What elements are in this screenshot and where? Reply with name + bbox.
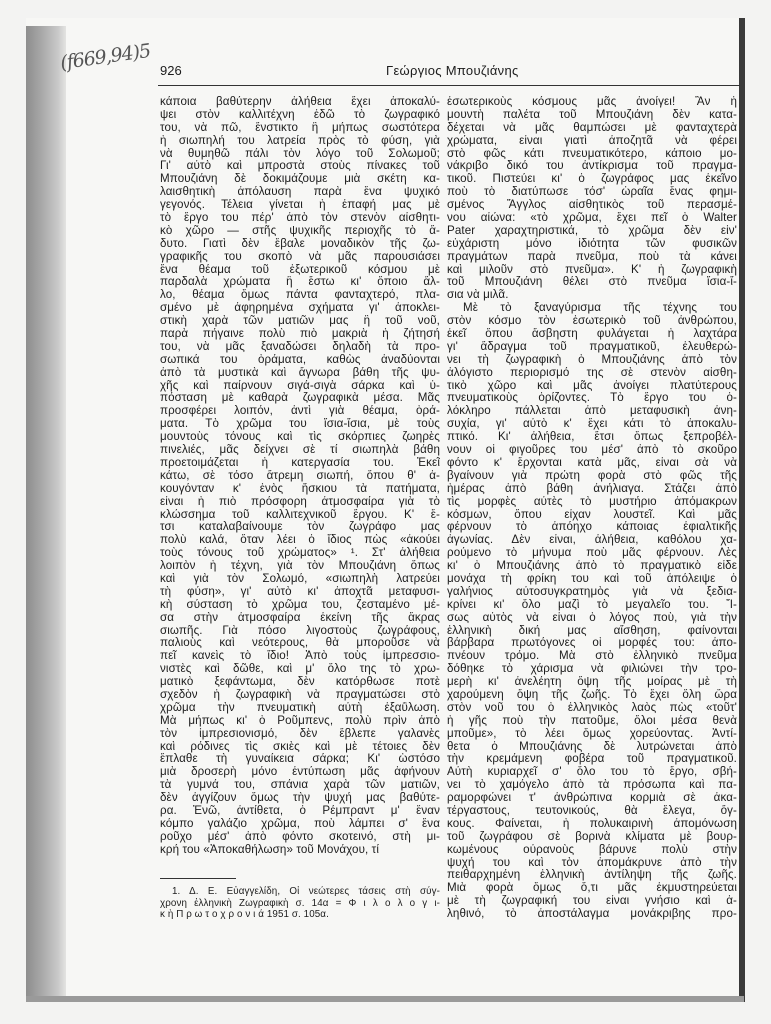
text-line: πραγμάτων παρὰ πνεῦμα, ποὺ τὰ κάνει bbox=[447, 250, 737, 263]
text-line: κρίνει κι' ὅλο μαζὶ τὸ μεγαλεῖο του. Ἴ- bbox=[447, 598, 737, 611]
text-line: πεῖ κανεὶς τὸ ἴδιο! Ἀπὸ τοὺς ἰμπρεσσιο- bbox=[160, 650, 440, 663]
text-line: χρῶμα τὴν πνευματικὴ αὐτὴ ἐξαΰλωση. bbox=[160, 701, 440, 714]
text-line: γαλήνιος αὐτοσυγκρατημὸς γιὰ νὰ ξεδια- bbox=[447, 585, 737, 598]
text-line: νει τὸ χαμόγελο ἀπὸ τὰ πρόσωπα καὶ πα- bbox=[447, 779, 737, 792]
text-line: κρή του «Ἀποκαθήλωση» τοῦ Μονάχου, τί bbox=[160, 843, 380, 856]
text-line: Μιὰ φορὰ ὅμως ὅ,τι μᾶς ἐκμυστηρεύεται bbox=[447, 882, 737, 895]
text-line: ἑλληνικὴ δική μας αἴσθηση, φαίνονται bbox=[447, 624, 737, 637]
text-line: δέχεται νὰ μᾶς θαμπώσει μὲ φανταχτερὰ bbox=[447, 121, 737, 134]
text-line: τέργαστους, τευτονικούς, θὰ ἔλεγα, ὄγ- bbox=[447, 804, 737, 817]
text-line: κλώσσημα τοῦ καλλιτεχνικοῦ ἔργου. Κ' ἔ- bbox=[160, 508, 440, 521]
text-line: Μὲ τὸ ξαναγύρισμα τῆς τέχνης του bbox=[463, 302, 737, 315]
text-line: ἀγωνίας. Δὲν εἶναι, ἀλήθεια, καθόλου χα- bbox=[447, 534, 737, 547]
text-line: προσφέρει λοιπόν, ἀντὶ γιὰ θέαμα, ὁρά- bbox=[160, 405, 440, 418]
text-line: ἕνα θέαμα τοῦ ἐξωτερικοῦ κόσμου μὲ bbox=[160, 263, 440, 276]
text-line: σα στὴν ἀτμοσφαίρα ἐκείνη τῆς ἄκρας bbox=[160, 611, 440, 624]
text-line: κόσμων, ὅπου εἶχαν λουστεῖ. Καὶ μᾶς bbox=[447, 508, 737, 521]
footnote-line: χρονη ἑλληνικὴ Ζωγραφικὴ σ. 14α = Φ ι λ ο λ ο γ ι- bbox=[160, 897, 440, 909]
text-line: Γι' αὐτὸ καὶ μπροστὰ στοὺς πίνακες τοῦ bbox=[160, 160, 440, 173]
text-line: ἡ σιωπηλή του λατρεία πρὸς τὸ φύση, γιὰ bbox=[160, 134, 440, 147]
handwritten-annotation: (f669,94)5 bbox=[58, 39, 152, 75]
text-line: καὶ μιλοῦν στὸ πνεῦμα». Κ' ἡ ζωγραφικὴ bbox=[447, 263, 737, 276]
text-line: παρδαλὰ χρώματα ἢ ἔστω κι' ὅποιο ἄλ- bbox=[160, 276, 440, 289]
text-line: καὶ γιὰ τὸν Σολωμό, «σιωπηλὴ λατρεύει bbox=[160, 572, 440, 585]
text-line: ἡ γῆς ποὺ τὴν πατοῦμε, ὅλοι μέσα θενὰ bbox=[447, 714, 737, 727]
text-line: ληθινό, τὸ ἀποστάλαγμα μονάκριβης προ- bbox=[447, 908, 737, 921]
text-line: τὰ γυμνά του, σπάνια χαρὰ τῶν ματιῶν, bbox=[160, 779, 440, 792]
text-line: σως αὐτὸς νὰ εἶναι ὁ λόγος ποὺ, γιὰ τὴν bbox=[447, 611, 737, 624]
text-line: βάρβαρα πρωτόγονες οἱ μορφές του: ἀπο- bbox=[447, 637, 737, 650]
text-line: του, νὰ μᾶς ξαναδώσει δηλαδὴ τὰ προ- bbox=[160, 340, 440, 353]
text-line: τοῦ ζωγράφου σὲ βορινὰ κλίματα μὲ βουρ- bbox=[447, 830, 737, 843]
text-line: ραμορφώνει τ' ἀνθρώπινα κορμιὰ σὲ ἀκα- bbox=[447, 792, 737, 805]
text-column-left bbox=[160, 96, 440, 857]
text-line: στικὴ χαρὰ τῶν ματιῶν μας ἢ τοῦ νοῦ, bbox=[160, 315, 440, 328]
text-line: ἔπλαθε τὴ γυναίκεια σάρκα; Κι' ὡστόσο bbox=[160, 753, 440, 766]
text-line: δόθηκε τὸ χάρισμα νὰ φιλιώνει τὴν τρο- bbox=[447, 663, 737, 676]
text-line: εἶναι ἡ πιὸ πρόσφορη ἀτμοσφαίρα γιὰ τὸ bbox=[160, 495, 440, 508]
text-line: σια νὰ μιλᾶ. bbox=[447, 289, 509, 302]
text-line: νου αἰώνα: «τὸ χρῶμα, ἔχει πεῖ ὁ Walter bbox=[447, 212, 737, 225]
text-line: σχεδὸν ἡ ζωγραφικὴ νὰ πραγματώσει στὸ bbox=[160, 688, 440, 701]
text-line: τὴν κρεμάμενη φοβέρα τοῦ πραγματικοῦ. bbox=[447, 753, 737, 766]
text-line: βγαίνουν γιὰ πρώτη φορὰ στὸ φῶς τῆς bbox=[447, 469, 737, 482]
text-line: τικοῦ. Πιστεύει κι' ὁ ζωγράφος μας ἐκεῖνο bbox=[447, 173, 737, 186]
text-line: φέρνουν τὸ ἀπόηχο κάποιας ἐφιαλτικῆς bbox=[447, 521, 737, 534]
text-line: λο, θέαμα ὅμως πάντα φανταχτερό, πλα- bbox=[160, 289, 440, 302]
text-line: σωπικά του ὁράματα, καθὼς ἀναδύονται bbox=[160, 353, 440, 366]
text-line: μερὴ κι' ἀνελέητη ὄψη τῆς μοίρας μὲ τὴ bbox=[447, 676, 737, 689]
text-line: πολὺ καλά, ὅταν λέει ὁ ἴδιος πὼς «ἀκούει bbox=[160, 534, 440, 547]
text-line: δυτο. Γιατὶ δὲν ἔβαλε μοναδικὸν τῆς ζω- bbox=[160, 237, 440, 250]
text-line: ροῦχο μέσ' ἀπὸ φόντο σκοτεινό, στὴ μι- bbox=[160, 830, 440, 843]
text-line: Pater χαραχτηριστικά, τὸ χρῶμα δὲν εἶν' bbox=[447, 224, 737, 237]
text-column-right bbox=[447, 96, 737, 921]
text-line: ἐσωτερικοὺς κόσμους μᾶς ἀνοίγει! Ἂν ἡ bbox=[447, 96, 737, 108]
text-line: νιστὲς καὶ δῶθε, καὶ μ' ὅλο της τὸ χρω- bbox=[160, 663, 440, 676]
text-line: προετοιμάζεται ἡ κατεργασία του. Ἐκεῖ bbox=[160, 456, 440, 469]
text-line: γραφικῆς του σκοπὸ νὰ μᾶς παρουσιάσει bbox=[160, 250, 440, 263]
page-edge-right bbox=[739, 18, 745, 1002]
text-line: Μπουζιάνη δὲ δοκιμάζουμε μιὰ σκέτη κα- bbox=[160, 173, 440, 186]
text-line: κάποια βαθύτερην ἀλήθεια ἔχει ἀποκαλύ- bbox=[160, 96, 440, 108]
text-line: πνέουν τρόμο. Μὰ στὸ ἑλληνικὸ πνεῦμα bbox=[447, 650, 737, 663]
text-line: κι' ὁ Μπουζιάνης ἀπὸ τὸ πραγματικὸ εἶδε bbox=[447, 560, 737, 573]
text-line: ψει στὸν καλλιτέχνη ἐδῶ τὸ ζωγραφικό bbox=[160, 108, 440, 121]
text-line: σμένο μὲ ἀφηρημένα σχήματα γι' ἀποκλει- bbox=[160, 302, 440, 315]
text-line: μὲ τὴ ζωγραφική του εἶναι γνήσιο καὶ ἀ- bbox=[447, 895, 737, 908]
text-line: εὐχάριστη μόνο ἰδιότητα τῶν φυσικῶν bbox=[447, 237, 737, 250]
text-line: τὶς μορφὲς αὐτὲς τὸ μυστήριο ἀπόμακρων bbox=[447, 495, 737, 508]
page-edge-shadow bbox=[26, 26, 66, 1002]
text-line: ἡμέρας ἀπὸ βάθη ἀνήλιαγα. Στάζει ἀπὸ bbox=[447, 482, 737, 495]
text-line: πειθαρχημένη ἑλληνικὴ ἀντίληψη τῆς ζωῆς. bbox=[447, 869, 737, 882]
text-line: του, νὰ πῶ, ἔνστικτο ἢ μήπως σωστότερα bbox=[160, 121, 440, 134]
running-head: Γεώργιος Μπουζιάνης bbox=[386, 63, 519, 78]
text-line: λοιπὸν ἡ τέχνη, γιὰ τὸν Μπουζιάνη ὅπως bbox=[160, 560, 440, 573]
text-line: μποῦμε», τὸ λέει ὅμως χορεύοντας. Ἀντί- bbox=[447, 727, 737, 740]
text-line: παρὰ πήγαινε πολὺ πιὸ μακριὰ ἡ ζήτησή bbox=[160, 328, 440, 341]
text-line: χαρούμενη ὄψη τῆς ζωῆς. Τὸ ἔχει ὅλη ὥρα bbox=[447, 688, 737, 701]
text-line: τὴ φύση», γι' αὐτὸ κι' ἀποχτᾶ μεταφυσι- bbox=[160, 585, 440, 598]
text-line: λόκληρο πάλλεται ἀπὸ μεταφυσικὴ ἀνη- bbox=[447, 405, 737, 418]
text-line: νάκριβο δικό του ἀντίκρισμα τοῦ πραγμα- bbox=[447, 160, 737, 173]
text-line: γι' ἄδραγμα τοῦ πραγματικοῦ, ἐλευθερώ- bbox=[447, 340, 737, 353]
header-rule bbox=[158, 85, 740, 86]
text-line: τοὺς τόνους τοῦ χρώματος» ¹. Στ' ἀλήθεια bbox=[160, 547, 440, 560]
text-line: πτικό. Κι' ἀλήθεια, ἔτσι ὅπως ξεπροβέλ- bbox=[447, 431, 737, 444]
text-line: μιὰ δροσερὴ μόνο ἐντύπωση μᾶς ἀφήνουν bbox=[160, 766, 440, 779]
text-line: κόμπο γαλάζιο χρῶμα, ποὺ λάμπει σ' ἕνα bbox=[160, 817, 440, 830]
text-line: χῆς καὶ παίρνουν σιγά-σιγὰ σάρκα καὶ ὑ- bbox=[160, 379, 440, 392]
text-line: καὶ ρόδινες τὶς σκιὲς καὶ μὲ τέτοιες δὲν bbox=[160, 740, 440, 753]
text-line: τὸν ἰμπρεσιονισμό, δὲν ἔβλεπε γαλανὲς bbox=[160, 727, 440, 740]
text-line: τοῦ Μπουζιάνη θέλει στὸ πνεῦμα ἴσια-ἴ- bbox=[447, 276, 737, 289]
text-line: κουγόνταν κ' ἑνὸς ἥσκιου τὰ πατήματα, bbox=[160, 482, 440, 495]
text-line: μονάχα τὴ φρίκη του καὶ τοῦ ἀπόλειψε ὁ bbox=[447, 572, 737, 585]
text-line: τικὸ χῶρο καὶ μᾶς ἀνοίγει πλατύτερους bbox=[447, 379, 737, 392]
text-line: φόντο κ' ἔρχονται κατὰ μᾶς, εἶναι σὰ νὰ bbox=[447, 456, 737, 469]
text-line: μουντοὺς τόνους καὶ τὶς σκόρπιες ζωηρὲς bbox=[160, 431, 440, 444]
text-line: χρώματα, εἶναι γιατὶ ἀποζητᾶ νὰ φέρει bbox=[447, 134, 737, 147]
text-line: ἐκεῖ ὅπου ἄσβηστη φυλάγεται ἡ λαχτάρα bbox=[447, 328, 737, 341]
text-line: νει τὴ ζωγραφικὴ ὁ Μπουζιάνης ἀπὸ τὸν bbox=[447, 353, 737, 366]
text-line: συχία, γι' αὐτὸ κ' ἔχει κάτι τὸ ἀποκαλυ- bbox=[447, 418, 737, 431]
text-line: γεγονός. Τέλεια γίνεται ἡ ἐπαφή μας μὲ bbox=[160, 199, 440, 212]
text-line: Αὐτὴ κυριαρχεῖ σ' ὅλο του τὸ ἔργο, σβή- bbox=[447, 766, 737, 779]
text-line: νὰ θυμηθῶ πάλι τὸν λόγο τοῦ Σολωμοῦ; bbox=[160, 147, 440, 160]
text-line: κὴ σύσταση τὸ χρῶμα του, ζεσταμένο μέ- bbox=[160, 598, 440, 611]
text-line: κὸ χῶρο — στῆς ψυχικῆς περιοχῆς τὸ ἄ- bbox=[160, 224, 440, 237]
text-line: μουντὴ παλέτα τοῦ Μπουζιάνη δὲν κατα- bbox=[447, 108, 737, 121]
text-line: ματα. Τὸ χρῶμα του ἴσια-ἴσια, μὲ τοὺς bbox=[160, 418, 440, 431]
text-line: κωμένους οὐρανοὺς βάρυνε πολὺ στὴν bbox=[447, 843, 737, 856]
text-line: πόσταση μὲ καθαρὰ ζωγραφικὰ μέσα. Μᾶς bbox=[160, 392, 440, 405]
text-line: ἀλόγιστο περιορισμό της σὲ στενὸν αἰσθη- bbox=[447, 366, 737, 379]
text-line: ρούμενο τὸ μήνυμα ποὺ μᾶς φέρνουν. Λὲς bbox=[447, 547, 737, 560]
text-line: δὲν ἀγγίζουν ὅμως τὴν ψυχή μας βαθύτε- bbox=[160, 792, 440, 805]
text-line: στὸ φῶς κάτι πνευματικότερο, κάποιο μο- bbox=[447, 147, 737, 160]
footnote-line: 1. Δ. Ε. Εὐαγγελίδη, Οἱ νεώτερες τάσεις στὴ σύγ- bbox=[172, 886, 440, 897]
footnote-line: κ ὴ Π ρ ω τ ο χ ρ ο ν ι ά 1951 σ. 105α. bbox=[160, 909, 329, 920]
text-line: σιωπῆς. Γιὰ πόσο λιγοστοὺς ζωγράφους, bbox=[160, 624, 440, 637]
page-edge-bottom bbox=[26, 996, 744, 1002]
text-line: στὸν νοῦ του ὁ ἑλληνικὸς λαὸς πὼς «τοῦτ' bbox=[447, 701, 737, 714]
text-line: Μὰ μήπως κι' ὁ Ροῦμπενς, πολὺ πρὶν ἀπὸ bbox=[160, 714, 440, 727]
page-number: 926 bbox=[160, 63, 182, 78]
text-line: τὸ ἔργο του πέρ' ἀπὸ τὸν στενὸν αἰσθητι- bbox=[160, 212, 440, 225]
text-line: ποὺ τὸ διατύπωσε τόσ' ὡραῖα ἕνας φημι- bbox=[447, 186, 737, 199]
text-line: κους. Φαίνεται, ἡ πολυκαιρινὴ ἀπομόνωση bbox=[447, 817, 737, 830]
text-line: παλιοὺς καὶ νεότερους, θὰ μποροῦσε νὰ bbox=[160, 637, 440, 650]
text-line: κάτω, σὲ τόσο ἄτρεμη σιωπή, ὅπου θ' ἀ- bbox=[160, 469, 440, 482]
text-line: νουν οἱ φιγοῦρες του μέσ' ἀπὸ τὸ σκοῦρο bbox=[447, 444, 737, 457]
text-line: πνευματικοὺς ὁρίζοντες. Τὸ ἔργο του ὁ- bbox=[447, 392, 737, 405]
text-line: ματικὸ ξεφάντωμα, δὲν κατόρθωσε ποτὲ bbox=[160, 676, 440, 689]
text-line: ψυχή του καὶ τὸν ἀπομάκρυνε ἀπὸ τὴν bbox=[447, 856, 737, 869]
text-line: ρα. Ἐνῶ, ἀντίθετα, ὁ Ρέμπραντ μ' ἕναν bbox=[160, 804, 440, 817]
footnote bbox=[160, 886, 440, 921]
footnote-rule bbox=[160, 878, 236, 879]
text-line: θετα ὁ Μπουζιάνης δὲ λυτρώνεται ἀπὸ bbox=[447, 740, 737, 753]
text-line: στὸν κόσμο τὸν ἐσωτερικὸ τοῦ ἀνθρώπου, bbox=[447, 315, 737, 328]
text-line: ἀπὸ τὰ μυστικὰ καὶ ἄγνωρα βάθη τῆς ψυ- bbox=[160, 366, 440, 379]
text-line: σμένος Ἄγγλος αἰσθητικὸς τοῦ περασμέ- bbox=[447, 199, 737, 212]
text-line: πινελιές, μᾶς δείχνει σὲ τί σιωπηλὰ βάθη bbox=[160, 444, 440, 457]
text-line: τσι καταλαβαίνουμε τὸν ζωγράφο μας bbox=[160, 521, 440, 534]
text-line: λαισθητικὴ ἀπόλαυση παρὰ ἕνα ψυχικό bbox=[160, 186, 440, 199]
